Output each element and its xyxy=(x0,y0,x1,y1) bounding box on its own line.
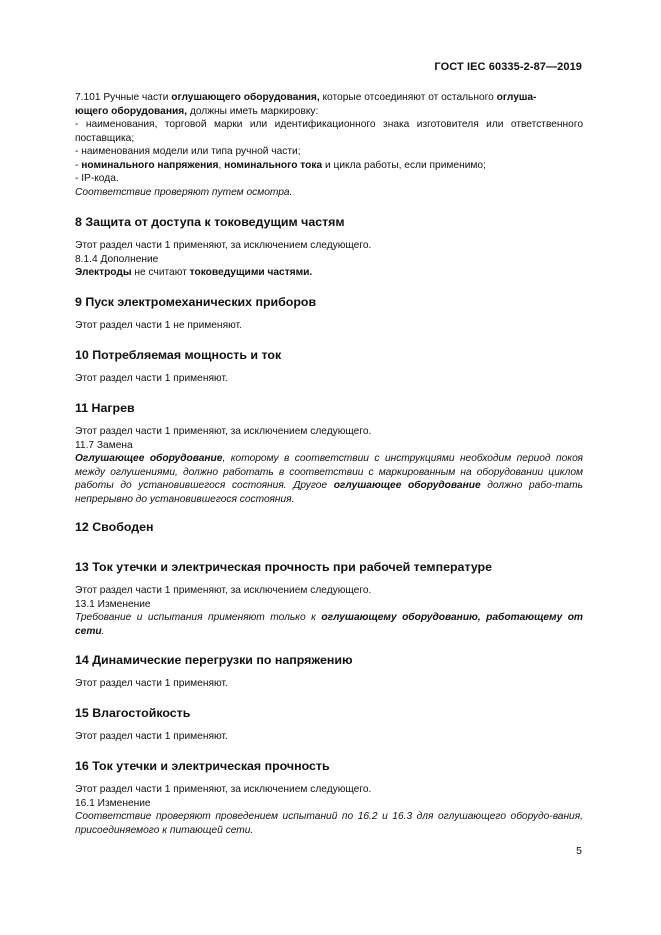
paragraph: Этот раздел части 1 применяют. xyxy=(75,678,228,689)
paragraph: Этот раздел части 1 применяют, за исключением следующего. xyxy=(75,240,372,251)
section-15-title: 15 Влагостойкость xyxy=(75,706,191,720)
paragraph: Этот раздел части 1 применяют, за исключением следующего. xyxy=(75,784,372,795)
section-11-title: 11 Нагрев xyxy=(75,401,135,415)
page-number: 5 xyxy=(576,845,582,857)
section-9-title: 9 Пуск электромеханических приборов xyxy=(75,295,317,309)
paragraph: Этот раздел части 1 применяют. xyxy=(75,373,228,384)
section-10-title: 10 Потребляемая мощность и ток xyxy=(75,348,282,362)
term-bold: оглушающего оборудования, xyxy=(171,92,320,103)
subclause-heading: 16.1 Изменение xyxy=(75,797,151,809)
section-13-title: 13 Ток утечки и электрическая прочность при рабочей температуре xyxy=(75,560,493,574)
list-item: - наименования, торговой марки или идентификационного знака изготовителя или ответственного поставщика; xyxy=(75,119,583,144)
section-9-body xyxy=(75,319,583,333)
term-bold: оглушающему оборудованию, работающему от сети xyxy=(75,612,583,637)
term-bold: ющего оборудования, xyxy=(75,105,188,117)
term-bold: оглушающее оборудование xyxy=(333,480,481,491)
paragraph xyxy=(75,611,583,638)
section-11-body xyxy=(75,425,583,506)
clause-7-101-intro xyxy=(75,91,583,118)
subclause-heading: 13.1 Изменение xyxy=(75,598,151,610)
paragraph: Соответствие проверяют проведением испытаний по 16.2 и 16.3 для оглушающего оборудо-вания, присоединяемого к питающей сети. xyxy=(75,811,583,836)
section-8-body xyxy=(75,239,583,280)
paragraph: Этот раздел части 1 применяют, за исключением следующего. xyxy=(75,426,372,437)
paragraph xyxy=(75,452,583,506)
section-14-body xyxy=(75,677,583,691)
document-header: ГОСТ IEC 60335-2-87—2019 xyxy=(434,61,582,73)
section-15-body xyxy=(75,730,583,744)
term-bold: номинального напряжения xyxy=(81,159,219,171)
text: , которому в соответствии с инструкциями необходим период покоя между оглушениями, должно работать в соответствии с маркированным на оборудовании циклом работы до установившегося состояния. Другое xyxy=(75,453,583,491)
term-bold: номинального тока xyxy=(224,159,323,171)
term-bold: токоведущими частями. xyxy=(189,267,313,278)
paragraph xyxy=(75,266,583,280)
text: должно рабо-тать непрерывно до установившегося состояния. xyxy=(75,480,584,505)
paragraph: Этот раздел части 1 применяют, за исключением следующего. xyxy=(75,585,372,596)
text: не считают xyxy=(131,267,190,278)
list-item: - IP-кода. xyxy=(75,173,119,184)
paragraph: Этот раздел части 1 не применяют. xyxy=(75,320,242,331)
text: , xyxy=(218,159,225,171)
section-13-body xyxy=(75,584,583,638)
compliance-check: Соответствие проверяют путем осмотра. xyxy=(75,186,293,198)
section-12-title: 12 Свободен xyxy=(75,520,154,534)
text: . xyxy=(101,625,105,637)
section-14-title: 14 Динамические перегрузки по напряжению xyxy=(75,653,353,667)
section-8-title: 8 Защита от доступа к токоведущим частям xyxy=(75,215,345,229)
term-bold: оглуша- xyxy=(496,92,537,103)
section-10-body xyxy=(75,372,583,386)
text: и цикла работы, если применимо; xyxy=(322,159,486,171)
term-bold: Электроды xyxy=(75,267,132,278)
list-item xyxy=(75,159,583,173)
list-item: - наименования модели или типа ручной части; xyxy=(75,146,301,157)
text: - xyxy=(75,159,82,171)
text: должны иметь маркировку: xyxy=(187,105,319,117)
term-bold: Оглушающее оборудование xyxy=(75,453,223,464)
text: Требование и испытания применяют только к xyxy=(75,612,322,623)
clause-7-101 xyxy=(75,91,583,199)
text: которые отсоединяют от остального xyxy=(319,92,497,103)
section-16-body xyxy=(75,783,583,837)
paragraph: Этот раздел части 1 применяют. xyxy=(75,731,228,742)
subclause-heading: 8.1.4 Дополнение xyxy=(75,253,159,265)
section-16-title: 16 Ток утечки и электрическая прочность xyxy=(75,759,330,773)
text: 7.101 Ручные части xyxy=(75,92,172,103)
subclause-heading: 11.7 Замена xyxy=(75,439,133,451)
